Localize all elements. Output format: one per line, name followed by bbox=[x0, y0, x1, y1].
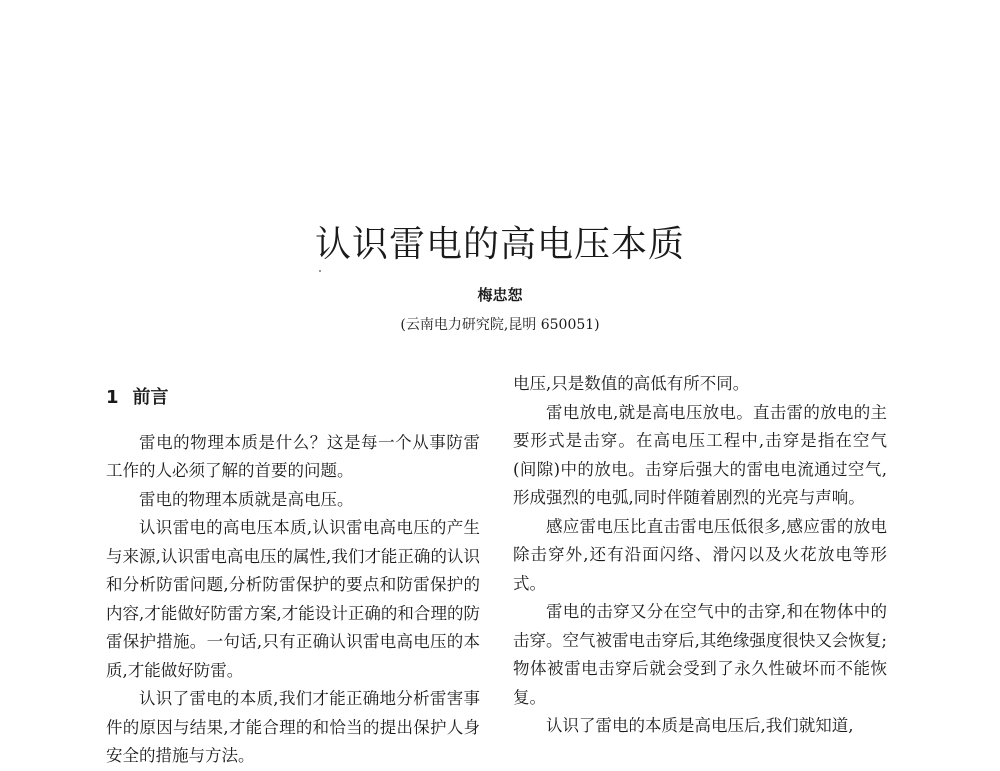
paragraph: 雷电的物理本质就是高电压。 bbox=[139, 489, 354, 509]
article-title: 认识雷电的高电压本质 bbox=[314, 224, 685, 265]
paragraph: 认识了雷电的本质,我们才能正确地分析雷害事件的原因与结果,才能合理的和恰当的提出保护人身安全的措施与方法。 bbox=[106, 689, 480, 765]
section-number: 1 bbox=[106, 387, 119, 408]
left-column bbox=[106, 370, 480, 771]
paragraph: 雷电的物理本质是什么？这是每一个从事防雷工作的人必须了解的首要的问题。 bbox=[106, 432, 480, 480]
scan-mark bbox=[319, 270, 321, 272]
paragraph: 认识雷电的高电压本质,认识雷电高电压的产生与来源,认识雷电高电压的属性,我们才能正确的认识和分析防雷问题,分析防雷保护的要点和防雷保护的内容,才能做好防雷方案,才能设计正确的和合理的防雷保护措施。一句话,只有正确认识雷电高电压的本质,才能做好防雷。 bbox=[106, 518, 480, 680]
section-title: 前言 bbox=[132, 387, 169, 408]
right-column bbox=[513, 370, 887, 741]
paragraph: 雷电放电,就是高电压放电。直击雷的放电的主要形式是击穿。在高电压工程中,击穿是指在空气(间隙)中的放电。击穿后强大的雷电电流通过空气,形成强烈的电弧,同时伴随着剧烈的光亮与声响。 bbox=[513, 402, 887, 507]
paragraph: 雷电的击穿又分在空气中的击穿,和在物体中的击穿。空气被雷电击穿后,其绝缘强度很快又会恢复;物体被雷电击穿后就会受到了永久性破坏而不能恢复。 bbox=[513, 602, 887, 707]
author-name: 梅忠恕 bbox=[477, 286, 523, 304]
section-heading bbox=[106, 384, 480, 413]
paragraph-continued: 电压,只是数值的高低有所不同。 bbox=[513, 374, 750, 393]
paragraph: 认识了雷电的本质是高电压后,我们就知道, bbox=[546, 716, 854, 735]
paragraph: 感应雷电压比直击雷电压低很多,感应雷的放电除击穿外,还有沿面闪络、滑闪以及火花放电等形式。 bbox=[513, 516, 887, 593]
author-affiliation: (云南电力研究院,昆明 650051) bbox=[400, 317, 600, 333]
